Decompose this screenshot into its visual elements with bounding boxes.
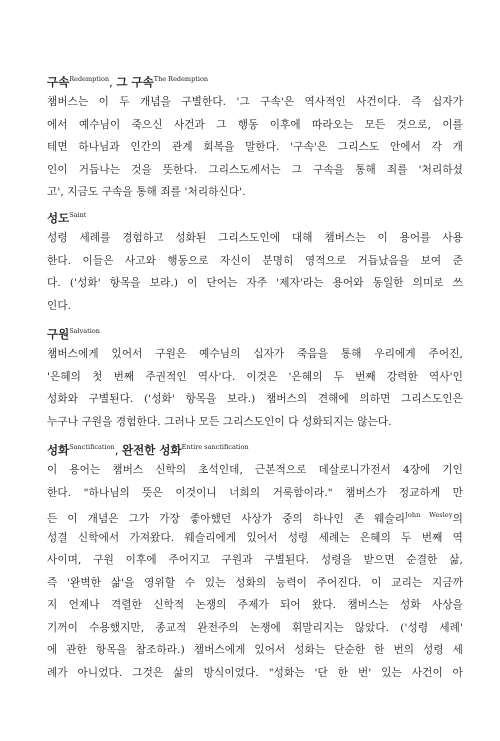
- entry-term-english: Saint: [69, 211, 87, 219]
- entry-heading: [47, 72, 463, 87]
- glossary-entry-redemption: [47, 72, 463, 204]
- text-line: 고', 지금도 구속을 통해 죄를 '처리하신다'.: [47, 186, 246, 198]
- text-line-main: 든 이 개념은 그가 가장 좋아했던 사상가 중의 하나인 존 웨슬리: [47, 513, 406, 525]
- text-line: 례가 아니었다. 그것은 삶의 방식이었다. "성화는 '단 한 번' 있는 사건이 아: [47, 666, 463, 679]
- text-line: 성결 신학에서 가져왔다. 웨슬리에게 있어서 성령 세례는 은혜의 두 번째 역: [47, 531, 463, 544]
- text-line: 이 용어는 챔버스 신학의 초석인데, 근본적으로 데살로니가전서 4장에 기인: [47, 464, 463, 476]
- text-line: 다. ('성화' 항목을 보라.) 이 단어는 자주 '제자'라는 용어와 동일한 의미로 쓰: [47, 277, 463, 289]
- text-line: '은혜의 첫 번째 주권적인 역사'다. 이것은 '은혜의 두 번째 강력한 역사'인: [47, 370, 463, 383]
- entry-heading: [47, 208, 463, 223]
- glossary-entry-saint: [47, 208, 463, 317]
- entry-term: 성화: [47, 443, 70, 457]
- text-line: 즉 '완벽한 삶'을 영위할 수 있는 성화의 능력이 주어진다. 이 교리는 지금까: [47, 576, 463, 589]
- entry-heading: [47, 440, 463, 455]
- inline-english-note: John Wesley: [405, 511, 453, 519]
- text-line: 챔버스는 이 두 개념을 구별한다. '그 구속'은 역사적인 사건이다. 즉 십자가: [47, 96, 463, 108]
- entry-term-secondary-english: The Redemption: [153, 75, 209, 83]
- text-line: 에 관한 항목을 참조하라.) 챔버스에게 있어서 성화는 단순한 한 번의 성령 세: [47, 644, 463, 656]
- text-line: 테면 하나님과 인간의 관계 회복을 말한다. '구속'은 그리스도 안에서 각 개: [47, 141, 463, 153]
- term-separator: ,: [109, 75, 117, 89]
- text-line: 인다.: [47, 299, 72, 312]
- entry-term-secondary-english: Entire sanctification: [181, 443, 249, 451]
- text-line: 에서 예수님이 죽으신 사건과 그 행동 이후에 따라오는 모든 것으로, 이를: [47, 118, 463, 131]
- text-line-with-note: [47, 504, 463, 527]
- text-line: 한다. 이들은 사고와 행동으로 자신이 분명히 영적으로 거듭났음을 보여 준: [47, 254, 463, 267]
- text-line: 지 언제나 격렬한 신학적 논쟁의 주제가 되어 왔다. 챔버스는 성화 사상을: [47, 599, 463, 611]
- text-line: 누구나 구원을 경험한다. 그러나 모든 그리스도인이 다 성화되지는 않는다.: [47, 415, 392, 428]
- entry-term-english: Sanctification: [69, 443, 115, 451]
- text-line: 성화와 구별된다. ('성화' 항목을 보라.) 챔버스의 견해에 의하면 그리스도인은: [47, 393, 463, 405]
- text-line-tail: 의: [452, 513, 463, 525]
- entry-term-english: Redemption: [69, 75, 110, 83]
- text-line: 챔버스에게 있어서 구원은 예수님의 십자가 죽음을 통해 우리에게 주어진,: [47, 348, 463, 360]
- entry-term: 구속: [47, 75, 70, 89]
- entry-body: [47, 343, 463, 433]
- entry-term-english: Salvation: [69, 327, 100, 335]
- entry-heading: [47, 324, 463, 339]
- term-separator: ,: [114, 443, 123, 457]
- entry-term-secondary: 그 구속: [116, 75, 154, 89]
- entry-body: [47, 227, 463, 317]
- glossary-entry-sanctification: [47, 440, 463, 684]
- entry-term: 구원: [47, 327, 70, 341]
- text-line: 사이며, 구원 이후에 주어지고 구원과 구별된다. 성령을 받으면 순결한 삶,: [47, 554, 463, 566]
- entry-body: [47, 459, 463, 684]
- text-line: 한다. "하나님의 뜻은 이것이니 너희의 거룩함이라." 챔버스가 정교하게 만: [47, 486, 463, 499]
- glossary-entry-salvation: [47, 324, 463, 433]
- text-line: 성령 세례를 경험하고 성화된 그리스도인에 대해 챔버스는 이 용어를 사용: [47, 232, 463, 244]
- entry-term-secondary: 완전한 성화: [122, 443, 182, 457]
- text-line: 인이 거듭나는 것을 뜻한다. 그리스도께서는 그 구속을 통해 죄를 '처리하셨: [47, 163, 463, 176]
- entry-term: 성도: [47, 211, 70, 225]
- entry-body: [47, 91, 463, 204]
- text-line: 기꺼이 수용했지만, 종교적 완전주의 논쟁에 휘말리지는 않았다. ('성령 세례': [47, 621, 463, 634]
